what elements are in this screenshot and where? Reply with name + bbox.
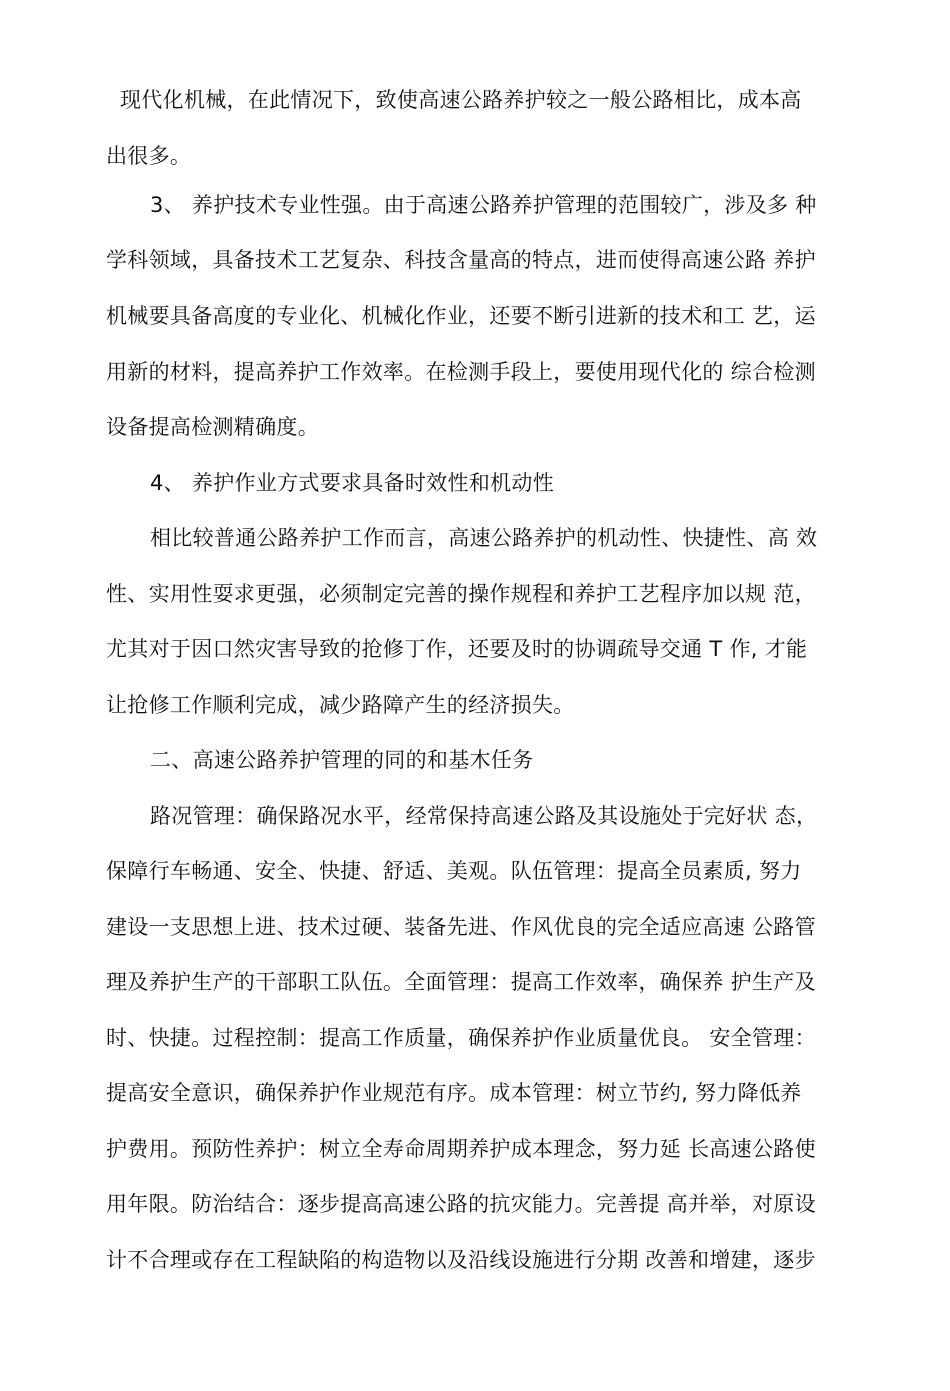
text-line: 学科领域，具备技术工艺复杂、科技含量高的特点，进而使得高速公路 养护 [106, 248, 816, 272]
section-heading: 4、 养护作业方式要求具备时效性和机动性 [150, 471, 555, 495]
text-line: 理及养护生产的干部职工队伍。全面管理：提高工作效率，确保养 护生产及 [106, 970, 816, 994]
text-line: 让抢修工作顺利完成，减少路障产生的经济损失。 [106, 693, 575, 717]
section-heading: 二、高速公路养护管理的同的和基木任务 [150, 748, 534, 772]
text-line: 性、实用性耍求更强，必须制定完善的操作规程和养护工艺程序加以规 范， [106, 582, 816, 606]
text-line: 相比较普通公路养护工作而言，高速公路养护的机动性、快捷性、高 效 [150, 526, 818, 550]
text-line: 计不合理或存在工程缺陷的构造物以及沿线设施进行分期 改善和增建，逐步 [106, 1248, 816, 1272]
text-line: 路况管理：确保路况水平，经常保持高速公路及其设施处于完好状 态， [150, 804, 818, 828]
text-line: 提高安全意识，确保养护作业规范有序。成本管理：树立节约, 努力降低养 [106, 1081, 802, 1105]
text-line: 建设一支思想上进、技术过硬、装备先进、作风优良的完全适应高速 公路管 [106, 915, 816, 939]
text-line: 3、 养护技术专业性强。由于高速公路养护管理的范围较广，涉及多 种 [150, 193, 817, 217]
text-line: 尤其对于因口然灾害导致的抢修丁作，还要及时的协调疏导交通 T 作, 才能 [106, 637, 808, 661]
text-line: 用年限。防治结合：逐步提高高速公路的抗灾能力。完善提 高并举，对原设 [106, 1192, 816, 1216]
text-line: 机械要具备高度的专业化、机械化作业，还要不断引进新的技术和工 艺，运 [106, 304, 816, 328]
text-line: 设备提高检测精确度。 [106, 415, 319, 439]
text-line: 用新的材料，提高养护工作效率。在检测手段上，要使用现代化的 综合检测 [106, 360, 816, 384]
text-line: 护费用。预防性养护：树立全寿命周期养护成本理念，努力延 长高速公路使 [106, 1137, 816, 1161]
text-line: 时、快捷。过程控制：提高工作质量，确保养护作业质量优良。 安全管理： [106, 1026, 816, 1050]
text-line: 现代化机械，在此情况下，致使高速公路养护较之一般公路相比，成本高 [120, 88, 802, 112]
text-line: 出很多。 [106, 144, 192, 168]
text-line: 保障行车畅通、安全、快捷、舒适、美观。队伍管理：提高全员素质, 努力 [106, 859, 802, 883]
